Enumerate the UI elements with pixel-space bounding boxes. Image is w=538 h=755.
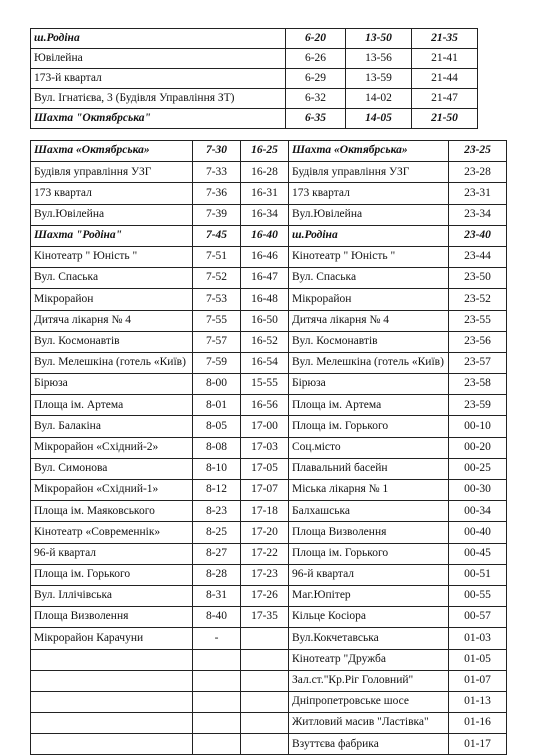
- outbound-stop-cell: Вул. Симонова: [31, 458, 193, 479]
- outbound-morning-time-cell: 8-27: [193, 543, 241, 564]
- departure-1-cell: 6-26: [286, 49, 346, 69]
- outbound-evening-time-cell: 16-47: [241, 268, 289, 289]
- outbound-morning-time-cell: [193, 649, 241, 670]
- night-time-cell: 00-20: [449, 437, 507, 458]
- outbound-stop-cell: Бірюза: [31, 374, 193, 395]
- outbound-evening-time-cell: 15-55: [241, 374, 289, 395]
- outbound-stop-cell: Площа ім. Горького: [31, 564, 193, 585]
- outbound-stop-cell: [31, 734, 193, 755]
- night-time-cell: 01-16: [449, 713, 507, 734]
- outbound-stop-cell: Вул.Ювілейна: [31, 204, 193, 225]
- outbound-evening-time-cell: 17-23: [241, 564, 289, 585]
- table-row: [31, 564, 507, 585]
- night-stop-cell: Площа Визволення: [289, 522, 449, 543]
- night-stop-cell: Дніпропетровське шосе: [289, 691, 449, 712]
- table-row: [31, 480, 507, 501]
- night-stop-cell: Мікрорайон: [289, 289, 449, 310]
- outbound-stop-cell: Мікрорайон «Східний-1»: [31, 480, 193, 501]
- night-time-cell: 23-31: [449, 183, 507, 204]
- table-row: [31, 29, 478, 49]
- departure-2-cell: 14-05: [346, 109, 412, 129]
- night-stop-cell: Взуттєва фабрика: [289, 734, 449, 755]
- outbound-evening-time-cell: 17-07: [241, 480, 289, 501]
- night-stop-cell: Будівля управління УЗГ: [289, 162, 449, 183]
- departure-2-cell: 14-02: [346, 89, 412, 109]
- table-row: [31, 89, 478, 109]
- outbound-morning-time-cell: 8-05: [193, 416, 241, 437]
- night-time-cell: 23-28: [449, 162, 507, 183]
- night-time-cell: 00-51: [449, 564, 507, 585]
- table-row: [31, 522, 507, 543]
- outbound-evening-time-cell: 17-26: [241, 585, 289, 606]
- schedule-table-top: [30, 28, 478, 129]
- night-time-cell: 00-55: [449, 585, 507, 606]
- night-stop-cell: Площа ім. Горького: [289, 416, 449, 437]
- night-stop-cell: Плавальний басейн: [289, 458, 449, 479]
- departure-3-cell: 21-50: [412, 109, 478, 129]
- table-row: [31, 458, 507, 479]
- table-row: [31, 246, 507, 267]
- outbound-evening-time-cell: 16-54: [241, 352, 289, 373]
- outbound-morning-time-cell: 8-10: [193, 458, 241, 479]
- outbound-morning-time-cell: [193, 713, 241, 734]
- stop-cell: 173-й квартал: [31, 69, 286, 89]
- table-row: [31, 501, 507, 522]
- departure-1-cell: 6-32: [286, 89, 346, 109]
- night-stop-cell: Житловий масив "Ластівка": [289, 713, 449, 734]
- table-row: [31, 49, 478, 69]
- departure-3-cell: 21-35: [412, 29, 478, 49]
- outbound-morning-time-cell: 8-28: [193, 564, 241, 585]
- night-time-cell: 23-34: [449, 204, 507, 225]
- night-time-cell: 23-58: [449, 374, 507, 395]
- night-stop-cell: Бірюза: [289, 374, 449, 395]
- night-time-cell: 23-40: [449, 225, 507, 246]
- outbound-evening-time-cell: 16-31: [241, 183, 289, 204]
- outbound-stop-cell: Мікрорайон: [31, 289, 193, 310]
- outbound-evening-time-cell: 17-03: [241, 437, 289, 458]
- outbound-evening-time-cell: 17-05: [241, 458, 289, 479]
- table-row: [31, 670, 507, 691]
- outbound-stop-cell: Кінотеатр " Юність ": [31, 246, 193, 267]
- night-stop-cell: ш.Родіна: [289, 225, 449, 246]
- outbound-morning-time-cell: [193, 670, 241, 691]
- night-time-cell: 00-45: [449, 543, 507, 564]
- night-stop-cell: Площа ім. Артема: [289, 395, 449, 416]
- outbound-stop-cell: 96-й квартал: [31, 543, 193, 564]
- night-time-cell: 00-10: [449, 416, 507, 437]
- outbound-evening-time-cell: 16-48: [241, 289, 289, 310]
- outbound-morning-time-cell: 7-51: [193, 246, 241, 267]
- outbound-morning-time-cell: 8-25: [193, 522, 241, 543]
- departure-3-cell: 21-41: [412, 49, 478, 69]
- outbound-morning-time-cell: 7-55: [193, 310, 241, 331]
- outbound-morning-time-cell: 7-33: [193, 162, 241, 183]
- table-row: [31, 628, 507, 649]
- outbound-stop-cell: Мікрорайон Карачуни: [31, 628, 193, 649]
- outbound-stop-cell: Площа ім. Маяковського: [31, 501, 193, 522]
- outbound-morning-time-cell: 8-40: [193, 607, 241, 628]
- night-stop-cell: Соц.місто: [289, 437, 449, 458]
- outbound-evening-time-cell: 16-25: [241, 141, 289, 162]
- outbound-morning-time-cell: 7-45: [193, 225, 241, 246]
- table-row: [31, 225, 507, 246]
- outbound-evening-time-cell: [241, 713, 289, 734]
- night-time-cell: 01-17: [449, 734, 507, 755]
- outbound-stop-cell: Шахта «Октябрська»: [31, 141, 193, 162]
- outbound-morning-time-cell: 8-00: [193, 374, 241, 395]
- outbound-stop-cell: [31, 670, 193, 691]
- night-time-cell: 00-40: [449, 522, 507, 543]
- outbound-evening-time-cell: 17-18: [241, 501, 289, 522]
- outbound-evening-time-cell: [241, 734, 289, 755]
- departure-3-cell: 21-44: [412, 69, 478, 89]
- night-stop-cell: 96-й квартал: [289, 564, 449, 585]
- night-stop-cell: Вул. Спаська: [289, 268, 449, 289]
- table-row: [31, 585, 507, 606]
- table-row: [31, 331, 507, 352]
- night-time-cell: 23-25: [449, 141, 507, 162]
- night-stop-cell: Дитяча лікарня № 4: [289, 310, 449, 331]
- table-row: [31, 416, 507, 437]
- night-time-cell: 23-44: [449, 246, 507, 267]
- table-row: [31, 543, 507, 564]
- departure-1-cell: 6-29: [286, 69, 346, 89]
- night-stop-cell: Маг.Юпітер: [289, 585, 449, 606]
- table-row: [31, 374, 507, 395]
- outbound-stop-cell: Площа Визволення: [31, 607, 193, 628]
- night-time-cell: 00-30: [449, 480, 507, 501]
- outbound-morning-time-cell: 7-59: [193, 352, 241, 373]
- night-time-cell: 01-05: [449, 649, 507, 670]
- departure-2-cell: 13-50: [346, 29, 412, 49]
- night-stop-cell: Шахта «Октябрська»: [289, 141, 449, 162]
- night-stop-cell: Вул. Мелешкіна (готель «Київ): [289, 352, 449, 373]
- table-row: [31, 69, 478, 89]
- outbound-stop-cell: Вул. Спаська: [31, 268, 193, 289]
- departure-1-cell: 6-20: [286, 29, 346, 49]
- outbound-morning-time-cell: 7-53: [193, 289, 241, 310]
- outbound-stop-cell: Вул. Космонавтів: [31, 331, 193, 352]
- outbound-evening-time-cell: 17-00: [241, 416, 289, 437]
- outbound-evening-time-cell: [241, 649, 289, 670]
- table-row: [31, 310, 507, 331]
- night-stop-cell: Кінотеатр " Юність ": [289, 246, 449, 267]
- table-row: [31, 691, 507, 712]
- night-stop-cell: Вул. Космонавтів: [289, 331, 449, 352]
- night-time-cell: 00-25: [449, 458, 507, 479]
- outbound-evening-time-cell: [241, 691, 289, 712]
- night-time-cell: 23-55: [449, 310, 507, 331]
- outbound-stop-cell: [31, 691, 193, 712]
- outbound-morning-time-cell: 8-01: [193, 395, 241, 416]
- outbound-evening-time-cell: [241, 628, 289, 649]
- night-stop-cell: Площа ім. Горького: [289, 543, 449, 564]
- outbound-morning-time-cell: 7-52: [193, 268, 241, 289]
- night-time-cell: 23-59: [449, 395, 507, 416]
- table-row: [31, 734, 507, 755]
- table-row: [31, 268, 507, 289]
- night-time-cell: 23-57: [449, 352, 507, 373]
- departure-2-cell: 13-56: [346, 49, 412, 69]
- night-time-cell: 01-07: [449, 670, 507, 691]
- outbound-stop-cell: Дитяча лікарня № 4: [31, 310, 193, 331]
- table-row: [31, 437, 507, 458]
- outbound-stop-cell: Вул. Мелешкіна (готель «Київ): [31, 352, 193, 373]
- night-time-cell: 23-56: [449, 331, 507, 352]
- outbound-morning-time-cell: [193, 734, 241, 755]
- outbound-evening-time-cell: 16-52: [241, 331, 289, 352]
- outbound-stop-cell: Вул. Іллічівська: [31, 585, 193, 606]
- outbound-morning-time-cell: 8-31: [193, 585, 241, 606]
- outbound-morning-time-cell: 7-57: [193, 331, 241, 352]
- night-stop-cell: 173 квартал: [289, 183, 449, 204]
- night-stop-cell: Вул.Ювілейна: [289, 204, 449, 225]
- table-row: [31, 183, 507, 204]
- outbound-evening-time-cell: 16-28: [241, 162, 289, 183]
- outbound-stop-cell: Будівля управління УЗГ: [31, 162, 193, 183]
- night-stop-cell: Кільце Косіора: [289, 607, 449, 628]
- outbound-morning-time-cell: 8-23: [193, 501, 241, 522]
- night-stop-cell: Міська лікарня № 1: [289, 480, 449, 501]
- outbound-stop-cell: Мікрорайон «Східний-2»: [31, 437, 193, 458]
- outbound-stop-cell: Вул. Балакіна: [31, 416, 193, 437]
- table-row: [31, 607, 507, 628]
- outbound-stop-cell: [31, 649, 193, 670]
- outbound-morning-time-cell: 8-08: [193, 437, 241, 458]
- table-row: [31, 141, 507, 162]
- night-time-cell: 01-03: [449, 628, 507, 649]
- outbound-evening-time-cell: 17-20: [241, 522, 289, 543]
- table-row: [31, 109, 478, 129]
- table-row: [31, 162, 507, 183]
- night-time-cell: 00-34: [449, 501, 507, 522]
- departure-2-cell: 13-59: [346, 69, 412, 89]
- night-time-cell: 23-52: [449, 289, 507, 310]
- outbound-evening-time-cell: [241, 670, 289, 691]
- night-stop-cell: Балхашська: [289, 501, 449, 522]
- outbound-morning-time-cell: 7-39: [193, 204, 241, 225]
- night-time-cell: 01-13: [449, 691, 507, 712]
- stop-cell: Вул. Ігнатієва, 3 (Будівля Управління ЗТ): [31, 89, 286, 109]
- schedule-table-main: [30, 140, 507, 755]
- outbound-morning-time-cell: [193, 691, 241, 712]
- outbound-evening-time-cell: 17-35: [241, 607, 289, 628]
- outbound-evening-time-cell: 16-34: [241, 204, 289, 225]
- outbound-stop-cell: Кінотеатр «Современнік»: [31, 522, 193, 543]
- outbound-morning-time-cell: 7-36: [193, 183, 241, 204]
- night-time-cell: 23-50: [449, 268, 507, 289]
- outbound-evening-time-cell: 16-40: [241, 225, 289, 246]
- stop-cell: ш.Родіна: [31, 29, 286, 49]
- night-stop-cell: Вул.Кокчетавська: [289, 628, 449, 649]
- outbound-evening-time-cell: 16-50: [241, 310, 289, 331]
- outbound-stop-cell: Шахта "Родіна": [31, 225, 193, 246]
- outbound-stop-cell: Площа ім. Артема: [31, 395, 193, 416]
- table-row: [31, 204, 507, 225]
- night-time-cell: 00-57: [449, 607, 507, 628]
- outbound-morning-time-cell: 8-12: [193, 480, 241, 501]
- outbound-evening-time-cell: 16-56: [241, 395, 289, 416]
- outbound-evening-time-cell: 16-46: [241, 246, 289, 267]
- outbound-morning-time-cell: 7-30: [193, 141, 241, 162]
- table-row: [31, 352, 507, 373]
- night-stop-cell: Зал.ст."Кр.Ріг Головний": [289, 670, 449, 691]
- outbound-evening-time-cell: 17-22: [241, 543, 289, 564]
- stop-cell: Ювілейна: [31, 49, 286, 69]
- outbound-stop-cell: 173 квартал: [31, 183, 193, 204]
- outbound-stop-cell: [31, 713, 193, 734]
- night-stop-cell: Кінотеатр "Дружба: [289, 649, 449, 670]
- departure-3-cell: 21-47: [412, 89, 478, 109]
- table-row: [31, 713, 507, 734]
- departure-1-cell: 6-35: [286, 109, 346, 129]
- table-row: [31, 395, 507, 416]
- table-row: [31, 289, 507, 310]
- table-row: [31, 649, 507, 670]
- outbound-morning-time-cell: -: [193, 628, 241, 649]
- stop-cell: Шахта "Октябрська": [31, 109, 286, 129]
